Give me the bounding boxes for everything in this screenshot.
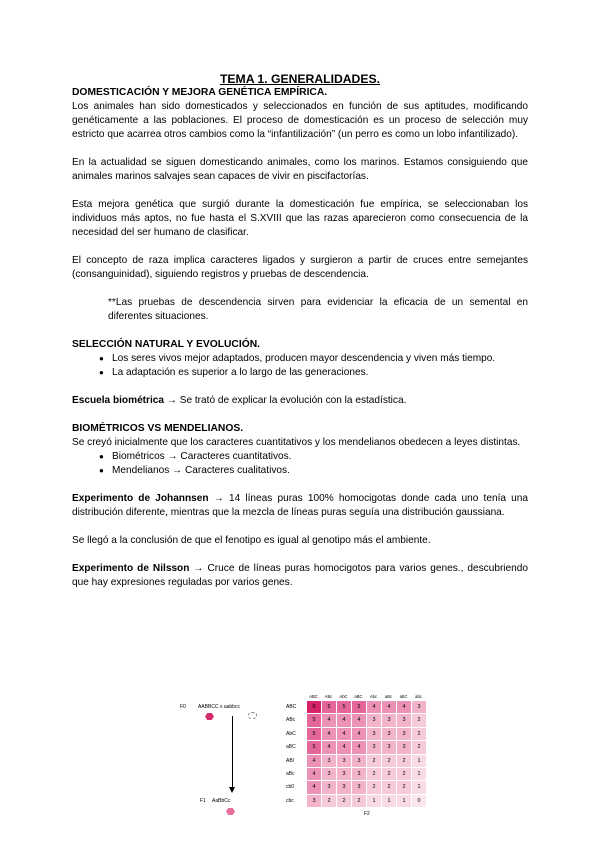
grid-cell: 2 bbox=[382, 755, 397, 768]
row-header: aBc bbox=[286, 770, 295, 777]
arrow-line bbox=[232, 716, 233, 787]
row-header: cbc bbox=[286, 797, 294, 804]
grid-cell: 5 bbox=[322, 701, 337, 714]
grid-cell: 4 bbox=[307, 781, 322, 794]
grid-cell: 4 bbox=[322, 741, 337, 754]
list-item: ● Biométricos → Caracteres cuantitativos. bbox=[99, 450, 528, 464]
grid-cell: 2 bbox=[322, 795, 337, 808]
grid-cell: 3 bbox=[382, 728, 397, 741]
grid-cell: 6 bbox=[307, 701, 322, 714]
f1-kernel-icon bbox=[226, 808, 235, 815]
grid-cell: 3 bbox=[337, 768, 352, 781]
grid-cell: 4 bbox=[337, 728, 352, 741]
grid-cell: 3 bbox=[397, 741, 412, 754]
heading-domesticacion: DOMESTICACIÓN Y MEJORA GENÉTICA EMPÍRICA. bbox=[72, 87, 328, 98]
paragraph-domesticacion-2: En la actualidad se siguen domesticando animales, como los marinos. Estamos consiguiendo que animales marinos salvajes sean capaces de vivir en piscifactorías. bbox=[72, 157, 528, 182]
grid-cell: 2 bbox=[412, 714, 427, 727]
parent-light-kernel-icon bbox=[248, 712, 257, 719]
grid-cell: 3 bbox=[307, 795, 322, 808]
page-title: TEMA 1. GENERALIDADES. bbox=[219, 72, 381, 86]
text-nilsson: → Cruce de líneas puras homocigotos para varios genes., descubriendo que hay expresiones reguladas por varios genes. bbox=[72, 563, 528, 588]
grid-cell: 4 bbox=[397, 701, 412, 714]
grid-cell: 4 bbox=[307, 768, 322, 781]
grid-cell: 3 bbox=[412, 701, 427, 714]
column-header: Abc bbox=[369, 694, 378, 699]
f1-label: F1 bbox=[200, 798, 206, 804]
grid-cell: 4 bbox=[352, 728, 367, 741]
list-seleccion bbox=[72, 352, 528, 380]
f1-genotype: AaBbCc bbox=[212, 798, 231, 804]
grid-cell: 3 bbox=[397, 714, 412, 727]
grid-cell: 5 bbox=[307, 714, 322, 727]
row-header: ABl bbox=[286, 757, 294, 764]
grid-cell: 3 bbox=[322, 768, 337, 781]
grid-cell: 5 bbox=[307, 741, 322, 754]
paragraph-domesticacion-1: Los animales han sido domesticados y seleccionados en función de sus aptitudes, modificando genéticamente a las poblaciones. El proceso de domesticación es un proceso de selección muy estricto que acarrea otros cambios como la “infantilización” (un perro es como un lobo infantilizado). bbox=[72, 101, 528, 140]
grid-cell: 1 bbox=[367, 795, 382, 808]
row-header: aBC bbox=[286, 744, 296, 751]
grid-cell: 3 bbox=[367, 728, 382, 741]
grid-cell: 1 bbox=[412, 768, 427, 781]
paragraph-johannsen bbox=[72, 492, 528, 520]
parent-dark-kernel-icon bbox=[205, 713, 214, 720]
row-headers bbox=[286, 701, 296, 808]
text-johannsen: → 14 líneas puras 100% homocigotas donde cada uno tenía una distribución diferente, mientras que la mezcla de líneas puras seguía una distribución gaussiana. bbox=[72, 493, 529, 518]
grid-cell: 2 bbox=[397, 755, 412, 768]
paragraph-domesticacion-4: El concepto de raza implica caracteres ligados y surgieron a partir de cruces entre semejantes (consanguinidad), siguiendo registros y pruebas de descendencia. bbox=[72, 255, 528, 280]
grid-cell: 2 bbox=[367, 768, 382, 781]
heading-seleccion: SELECCIÓN NATURAL Y EVOLUCIÓN. bbox=[72, 339, 261, 350]
column-header: aBc bbox=[384, 694, 393, 699]
grid-cell: 4 bbox=[322, 728, 337, 741]
f0-label: F0 bbox=[180, 704, 186, 710]
row-header: ABC bbox=[286, 704, 297, 710]
row-header: cb0 bbox=[286, 784, 295, 791]
grid-cell: 3 bbox=[397, 728, 412, 741]
f0-cross: AABBCC x aabbcc bbox=[198, 704, 240, 710]
grid-cell: 5 bbox=[307, 728, 322, 741]
column-header: ABC bbox=[309, 694, 318, 699]
grid-cell: 3 bbox=[322, 755, 337, 768]
grid-cell: 3 bbox=[337, 755, 352, 768]
list-item: ● La adaptación es superior a lo largo de las generaciones. bbox=[99, 366, 528, 380]
grid-cell: 3 bbox=[352, 768, 367, 781]
paragraph-biometricos-intro: Se creyó inicialmente que los caracteres cuantitativos y los mendelianos obedecen a leyes distintas. bbox=[72, 437, 521, 448]
arrow-down-icon bbox=[229, 787, 235, 793]
grid-cell: 3 bbox=[352, 781, 367, 794]
lead-johannsen: Experimento de Johannsen bbox=[72, 493, 209, 504]
grid-cell: 5 bbox=[337, 701, 352, 714]
grid-cell: 1 bbox=[397, 795, 412, 808]
grid-cell: 2 bbox=[367, 781, 382, 794]
grid-cell: 4 bbox=[322, 714, 337, 727]
grid-cell: 2 bbox=[382, 768, 397, 781]
list-item: ● Los seres vivos mejor adaptados, producen mayor descendencia y viven más tiempo. bbox=[99, 352, 528, 366]
grid-cell: 2 bbox=[382, 781, 397, 794]
grid-cell: 1 bbox=[412, 781, 427, 794]
nilsson-figure bbox=[168, 694, 432, 818]
grid-cell: 1 bbox=[412, 755, 427, 768]
heading-biometricos: BIOMÉTRICOS VS MENDELIANOS. bbox=[72, 423, 244, 434]
paragraph-domesticacion-3: Esta mejora genética que surgió durante la domesticación fue empírica, se seleccionaban los individuos más aptos, no fue hasta el S.XVIII que las razas aparecieron como consecuencia de la necesidad del ser humano de clasificar. bbox=[72, 199, 528, 238]
grid-cell: 3 bbox=[337, 781, 352, 794]
column-headers bbox=[306, 694, 426, 700]
column-header: AbC bbox=[339, 694, 348, 699]
row-header: AbC bbox=[286, 730, 296, 737]
grid-cell: 4 bbox=[367, 701, 382, 714]
f2-punnett-square bbox=[286, 694, 431, 818]
grid-cell: 2 bbox=[412, 728, 427, 741]
grid-cell: 4 bbox=[307, 755, 322, 768]
grid-cell: 5 bbox=[352, 701, 367, 714]
column-header: aBC bbox=[354, 694, 363, 699]
grid-cell: 2 bbox=[352, 795, 367, 808]
column-header: abc bbox=[415, 694, 422, 699]
grid-cell: 4 bbox=[337, 741, 352, 754]
grid-cell: 2 bbox=[412, 741, 427, 754]
grid-cell: 4 bbox=[382, 701, 397, 714]
lead-escuela: Escuela biométrica bbox=[72, 395, 165, 406]
grid-cell: 0 bbox=[412, 795, 427, 808]
grid-cell: 4 bbox=[337, 714, 352, 727]
row-header: ABc bbox=[286, 717, 296, 724]
list-item: ● Mendelianos → Caracteres cualitativos. bbox=[99, 464, 528, 478]
column-header: abC bbox=[399, 694, 408, 699]
grid-cell: 3 bbox=[352, 755, 367, 768]
paragraph-escuela-biometrica bbox=[72, 394, 528, 408]
grid-cell: 3 bbox=[382, 741, 397, 754]
grid-cell: 2 bbox=[337, 795, 352, 808]
grid-cell: 4 bbox=[352, 741, 367, 754]
grid-cell: 2 bbox=[397, 781, 412, 794]
paragraph-nilsson bbox=[72, 562, 528, 590]
punnett-grid bbox=[306, 701, 427, 808]
grid-cell: 3 bbox=[382, 714, 397, 727]
grid-cell: 3 bbox=[367, 741, 382, 754]
grid-cell: 3 bbox=[367, 714, 382, 727]
grid-cell: 3 bbox=[322, 781, 337, 794]
grid-cell: 4 bbox=[352, 714, 367, 727]
paragraph-conclusion: Se llegó a la conclusión de que el fenotipo es igual al genotipo más el ambiente. bbox=[72, 535, 431, 546]
list-biometricos bbox=[72, 450, 528, 478]
note-descendencia: **Las pruebas de descendencia sirven para evidenciar la eficacia de un semental en diferentes situaciones. bbox=[108, 297, 528, 322]
f2-label: F2 bbox=[364, 811, 370, 817]
text-escuela: → Se trató de explicar la evolución con la estadística. bbox=[164, 395, 407, 406]
grid-cell: 1 bbox=[382, 795, 397, 808]
document-page bbox=[72, 72, 528, 590]
lead-nilsson: Experimento de Nilsson bbox=[72, 563, 190, 574]
grid-cell: 2 bbox=[367, 755, 382, 768]
grid-cell: 2 bbox=[397, 768, 412, 781]
column-header: ABc bbox=[324, 694, 333, 699]
